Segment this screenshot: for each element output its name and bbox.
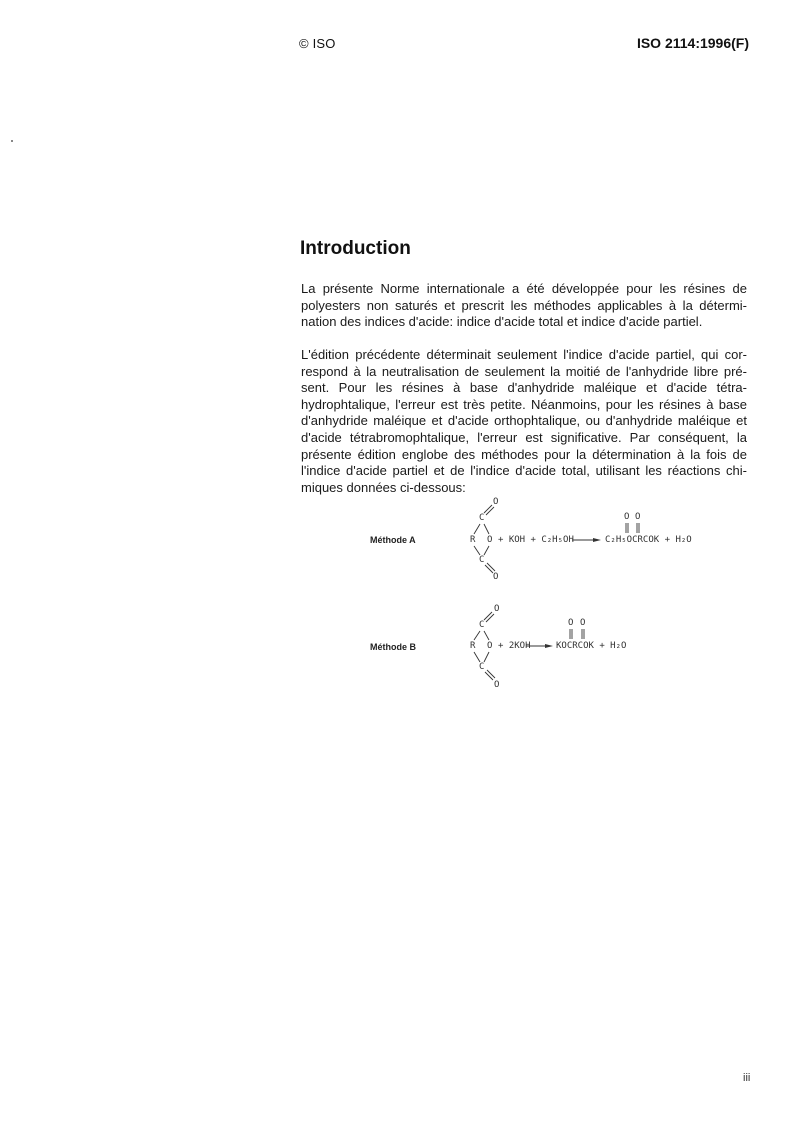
anhydride-ring-oxygen: O [487, 641, 493, 651]
paragraph-line: hydrophtalique, l'erreur est très petite. Néanmoins, pour les résines à base [301, 396, 747, 412]
product-a-carbonyl-o-2: O [635, 512, 641, 522]
header-standard-id: ISO 2114:1996(F) [636, 35, 749, 51]
anhydride-bottom-carbon: C [479, 662, 485, 672]
product-a-carbonyl-o-1: O [624, 512, 630, 522]
anhydride-ring-oxygen: O [487, 535, 493, 545]
product-b-carbonyl-o-1: O [568, 618, 574, 628]
paragraph-line: respond à la neutralisation de seulement la moitié de l'anhydride libre pré- [301, 363, 747, 379]
paragraph-line: sent. Pour les résines à base d'anhydride maléique et d'acide tétra- [301, 380, 747, 396]
reaction-b-reagents: + 2KOH [498, 641, 531, 651]
anhydride-bottom-oxygen: O [494, 680, 500, 690]
paragraph-line: L'édition précédente déterminait seulement l'indice d'acide partiel, qui cor- [301, 347, 747, 362]
method-a-label: Méthode A [370, 535, 416, 545]
paragraph-line: d'acide tétrabromophtalique, l'erreur est significative. Par conséquent, la [301, 429, 747, 445]
reaction-b-product: KOCRCOK + H₂O [556, 641, 627, 651]
anhydride-r-group: R [470, 535, 476, 545]
anhydride-top-carbon: C [479, 620, 485, 630]
paragraph-line: La présente Norme internationale a été développée pour les résines de [301, 281, 747, 296]
reaction-a-reagents: + KOH + C₂H₅OH [498, 535, 574, 545]
anhydride-r-group: R [470, 641, 476, 651]
header-copyright: © ISO [299, 36, 336, 51]
product-b-carbonyl-o-2: O [580, 618, 586, 628]
paragraph-line: d'anhydride maléique et d'acide orthophtalique, ou d'anhydride maléique et [301, 413, 747, 429]
paragraph-line: l'indice d'acide partiel et de l'indice d'acide total, utilisant les réactions chi- [301, 463, 747, 479]
anhydride-top-oxygen: O [493, 497, 499, 507]
anhydride-top-oxygen: O [494, 604, 500, 614]
anhydride-top-carbon: C [479, 513, 485, 523]
section-title: Introduction [300, 238, 411, 259]
anhydride-bottom-oxygen: O [493, 572, 499, 582]
paragraph-line: miques données ci-dessous: [301, 479, 466, 495]
paragraph-line: polyesters non saturés et prescrit les méthodes applicables à la détermi- [301, 297, 747, 313]
paragraph-line: nation des indices d'acide: indice d'acide total et indice d'acide partiel. [301, 314, 703, 330]
reaction-a-product: C₂H₅OCRCOK + H₂O [605, 535, 692, 545]
paragraph-line: présente édition englobe des méthodes pour la détermination à la fois de [301, 446, 747, 462]
anhydride-bottom-carbon: C [479, 555, 485, 565]
method-b-label: Méthode B [370, 642, 416, 652]
page-number: iii [743, 1072, 751, 1084]
